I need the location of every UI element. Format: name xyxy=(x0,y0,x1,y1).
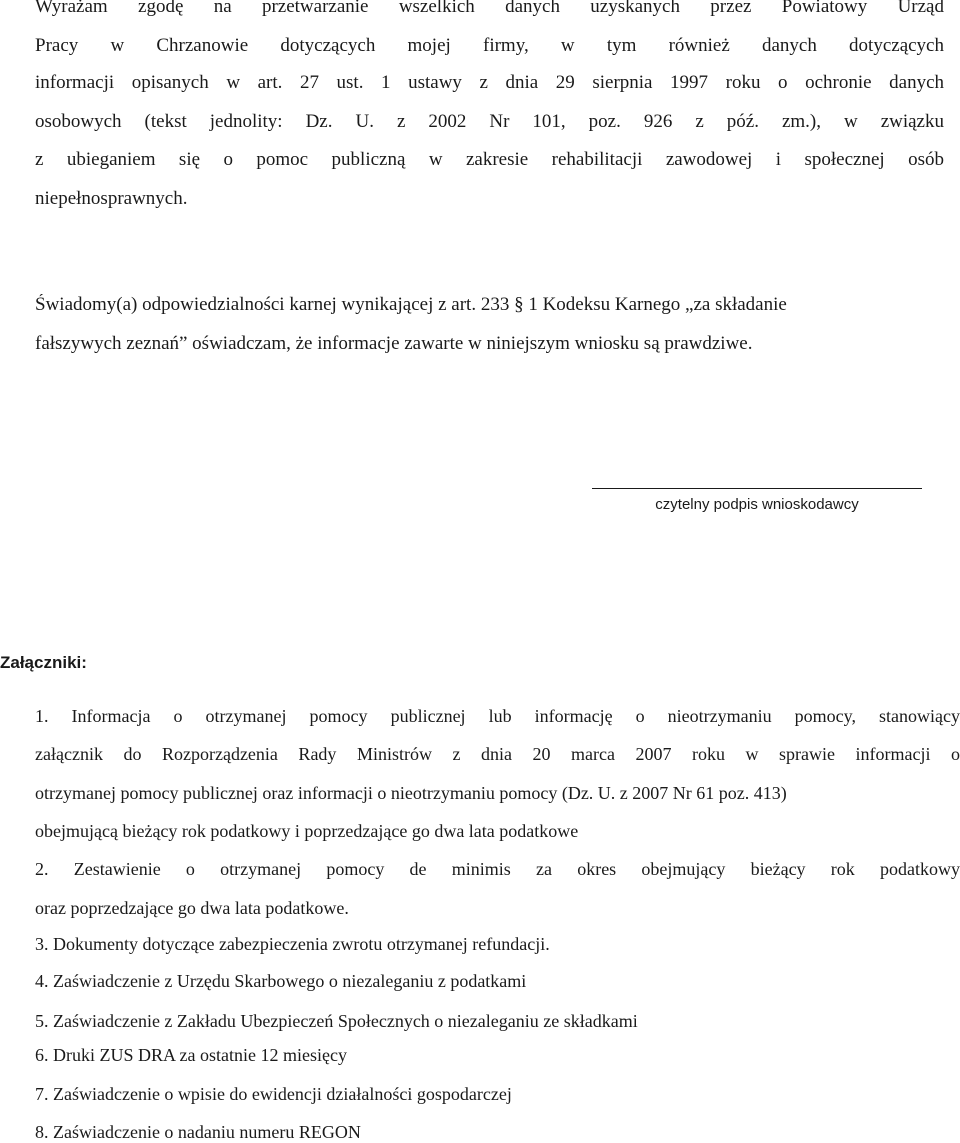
attachment-line-10: 6. Druki ZUS DRA za ostatnie 12 miesięcy xyxy=(35,1045,347,1065)
attachment-line-9: 5. Zaświadczenie z Zakładu Ubezpieczeń Społecznych o niezaleganiu ze składkami xyxy=(35,1011,638,1031)
declaration-line-1: Świadomy(a) odpowiedzialności karnej wynikającej z art. 233 § 1 Kodeksu Karnego „za składanie xyxy=(35,294,787,315)
consent-line-6: niepełnosprawnych. xyxy=(35,188,188,209)
attachment-line-3: otrzymanej pomocy publicznej oraz informacji o nieotrzymaniu pomocy (Dz. U. z 2007 Nr 61 poz. 413) xyxy=(35,783,787,803)
attachment-line-11: 7. Zaświadczenie o wpisie do ewidencji działalności gospodarczej xyxy=(35,1084,512,1104)
attachment-line-5: 2. Zestawienie o otrzymanej pomocy de minimis za okres obejmujący bieżący rok podatkowy xyxy=(35,859,960,879)
declaration-line-2: fałszywych zeznań” oświadczam, że informacje zawarte w niniejszym wniosku są prawdziwe. xyxy=(35,333,753,354)
consent-line-3: informacji opisanych w art. 27 ust. 1 ustawy z dnia 29 sierpnia 1997 roku o ochronie danych xyxy=(35,72,944,93)
attachment-line-2: załącznik do Rozporządzenia Rady Ministrów z dnia 20 marca 2007 roku w sprawie informacji o xyxy=(35,744,960,764)
attachment-line-1: 1. Informacja o otrzymanej pomocy publicznej lub informację o nieotrzymaniu pomocy, stanowiący xyxy=(35,706,960,726)
attachment-line-8: 4. Zaświadczenie z Urzędu Skarbowego o niezaleganiu z podatkami xyxy=(35,971,527,991)
consent-line-4: osobowych (tekst jednolity: Dz. U. z 2002 Nr 101, poz. 926 z póź. zm.), w związku xyxy=(35,111,944,132)
attachments-heading: Załączniki: xyxy=(0,653,87,672)
attachment-line-6: oraz poprzedzające go dwa lata podatkowe. xyxy=(35,898,349,918)
signature-label: czytelny podpis wnioskodawcy xyxy=(655,496,859,513)
consent-line-2: Pracy w Chrzanowie dotyczących mojej firmy, w tym również danych dotyczących xyxy=(35,35,944,56)
signature-line xyxy=(592,488,922,489)
attachment-line-7: 3. Dokumenty dotyczące zabezpieczenia zwrotu otrzymanej refundacji. xyxy=(35,934,550,954)
attachment-line-12: 8. Zaświadczenie o nadaniu numeru REGON xyxy=(35,1122,361,1142)
consent-line-1: Wyrażam zgodę na przetwarzanie wszelkich danych uzyskanych przez Powiatowy Urząd xyxy=(35,0,944,17)
attachment-line-4: obejmującą bieżący rok podatkowy i poprzedzające go dwa lata podatkowe xyxy=(35,821,579,841)
consent-line-5: z ubieganiem się o pomoc publiczną w zakresie rehabilitacji zawodowej i społecznej osób xyxy=(35,149,944,170)
